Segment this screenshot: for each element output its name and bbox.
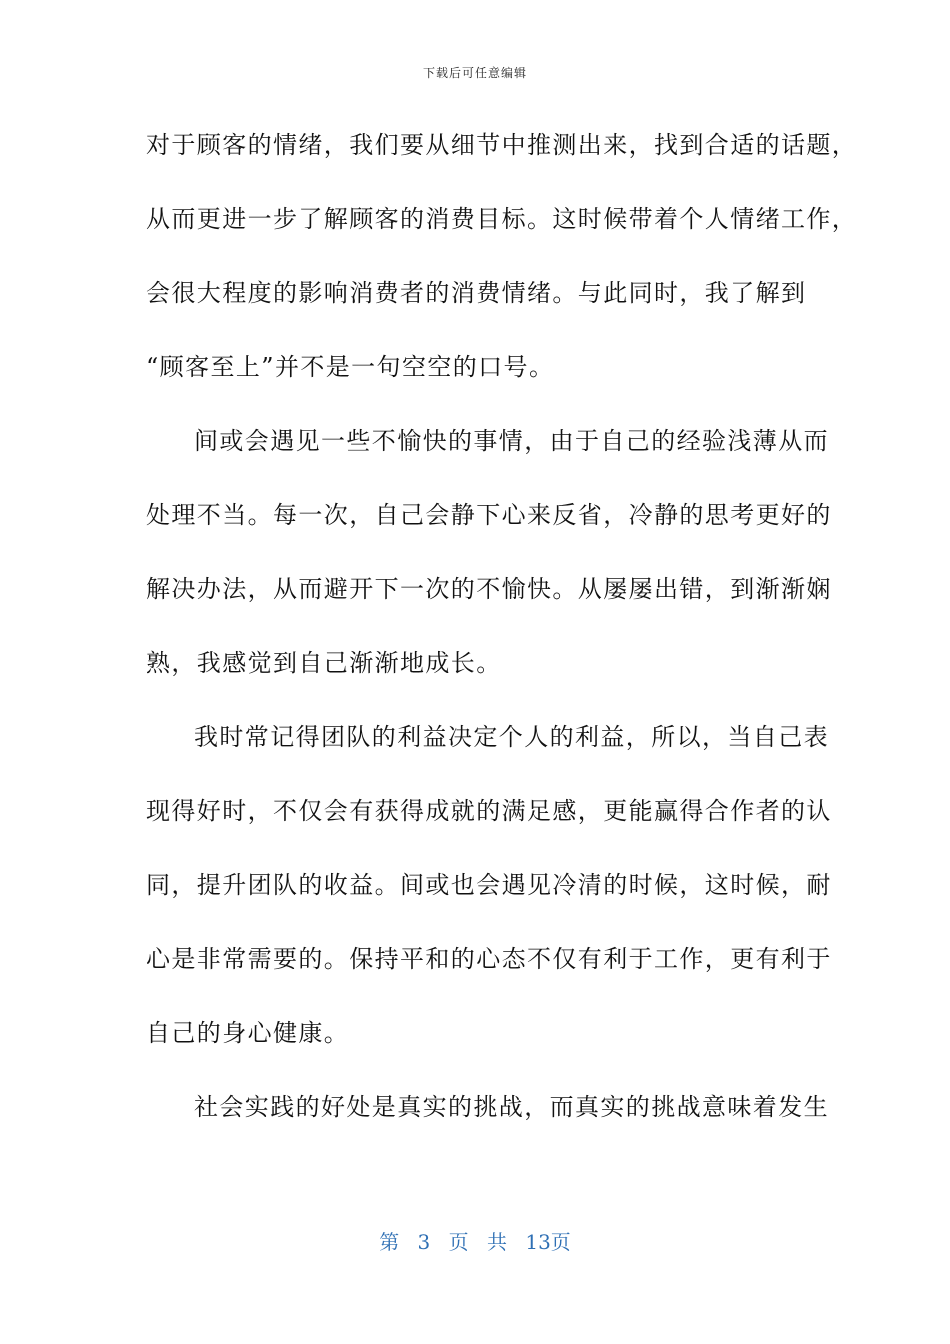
header-note: 下载后可任意编辑 (422, 66, 527, 80)
total-pages: 13页 (525, 1230, 571, 1254)
text-line: 从而更进一步了解顾客的消费目标。这时候带着个人情绪工作， (146, 205, 858, 233)
text-line: 心是非常需要的。保持平和的心态不仅有利于工作，更有利于 (146, 945, 832, 973)
text-line: 熟，我感觉到自己渐渐地成长。 (146, 649, 502, 677)
text-line: 我时常记得团队的利益决定个人的利益，所以，当自己表 (194, 723, 829, 751)
text-line: 间或会遇见一些不愉快的事情，由于自己的经验浅薄从而 (194, 427, 829, 455)
text-line: 自己的身心健康。 (146, 1019, 350, 1047)
page-label-total-prefix: 共 (487, 1230, 507, 1254)
text-line: 会很大程度的影响消费者的消费情绪。与此同时，我了解到 (146, 279, 807, 307)
page-label-prefix: 第 (379, 1230, 400, 1254)
text-line: 处理不当。每一次，自己会静下心来反省，冷静的思考更好的 (146, 501, 832, 529)
text-line: 社会实践的好处是真实的挑战，而真实的挑战意味着发生 (194, 1093, 829, 1121)
current-page: 3 (417, 1230, 431, 1254)
page-number (0, 1226, 950, 1255)
page-label-mid: 页 (448, 1230, 469, 1254)
body-text (146, 108, 858, 1144)
text-line: 对于顾客的情绪，我们要从细节中推测出来，找到合适的话题， (146, 131, 858, 159)
text-line: 解决办法，从而避开下一次的不愉快。从屡屡出错，到渐渐娴 (146, 575, 832, 603)
text-line: 现得好时，不仅会有获得成就的满足感，更能赢得合作者的认 (146, 797, 832, 825)
text-line: “顾客至上”并不是一句空空的口号。 (146, 353, 555, 381)
text-line: 同，提升团队的收益。间或也会遇见冷清的时候，这时候，耐 (146, 871, 832, 899)
